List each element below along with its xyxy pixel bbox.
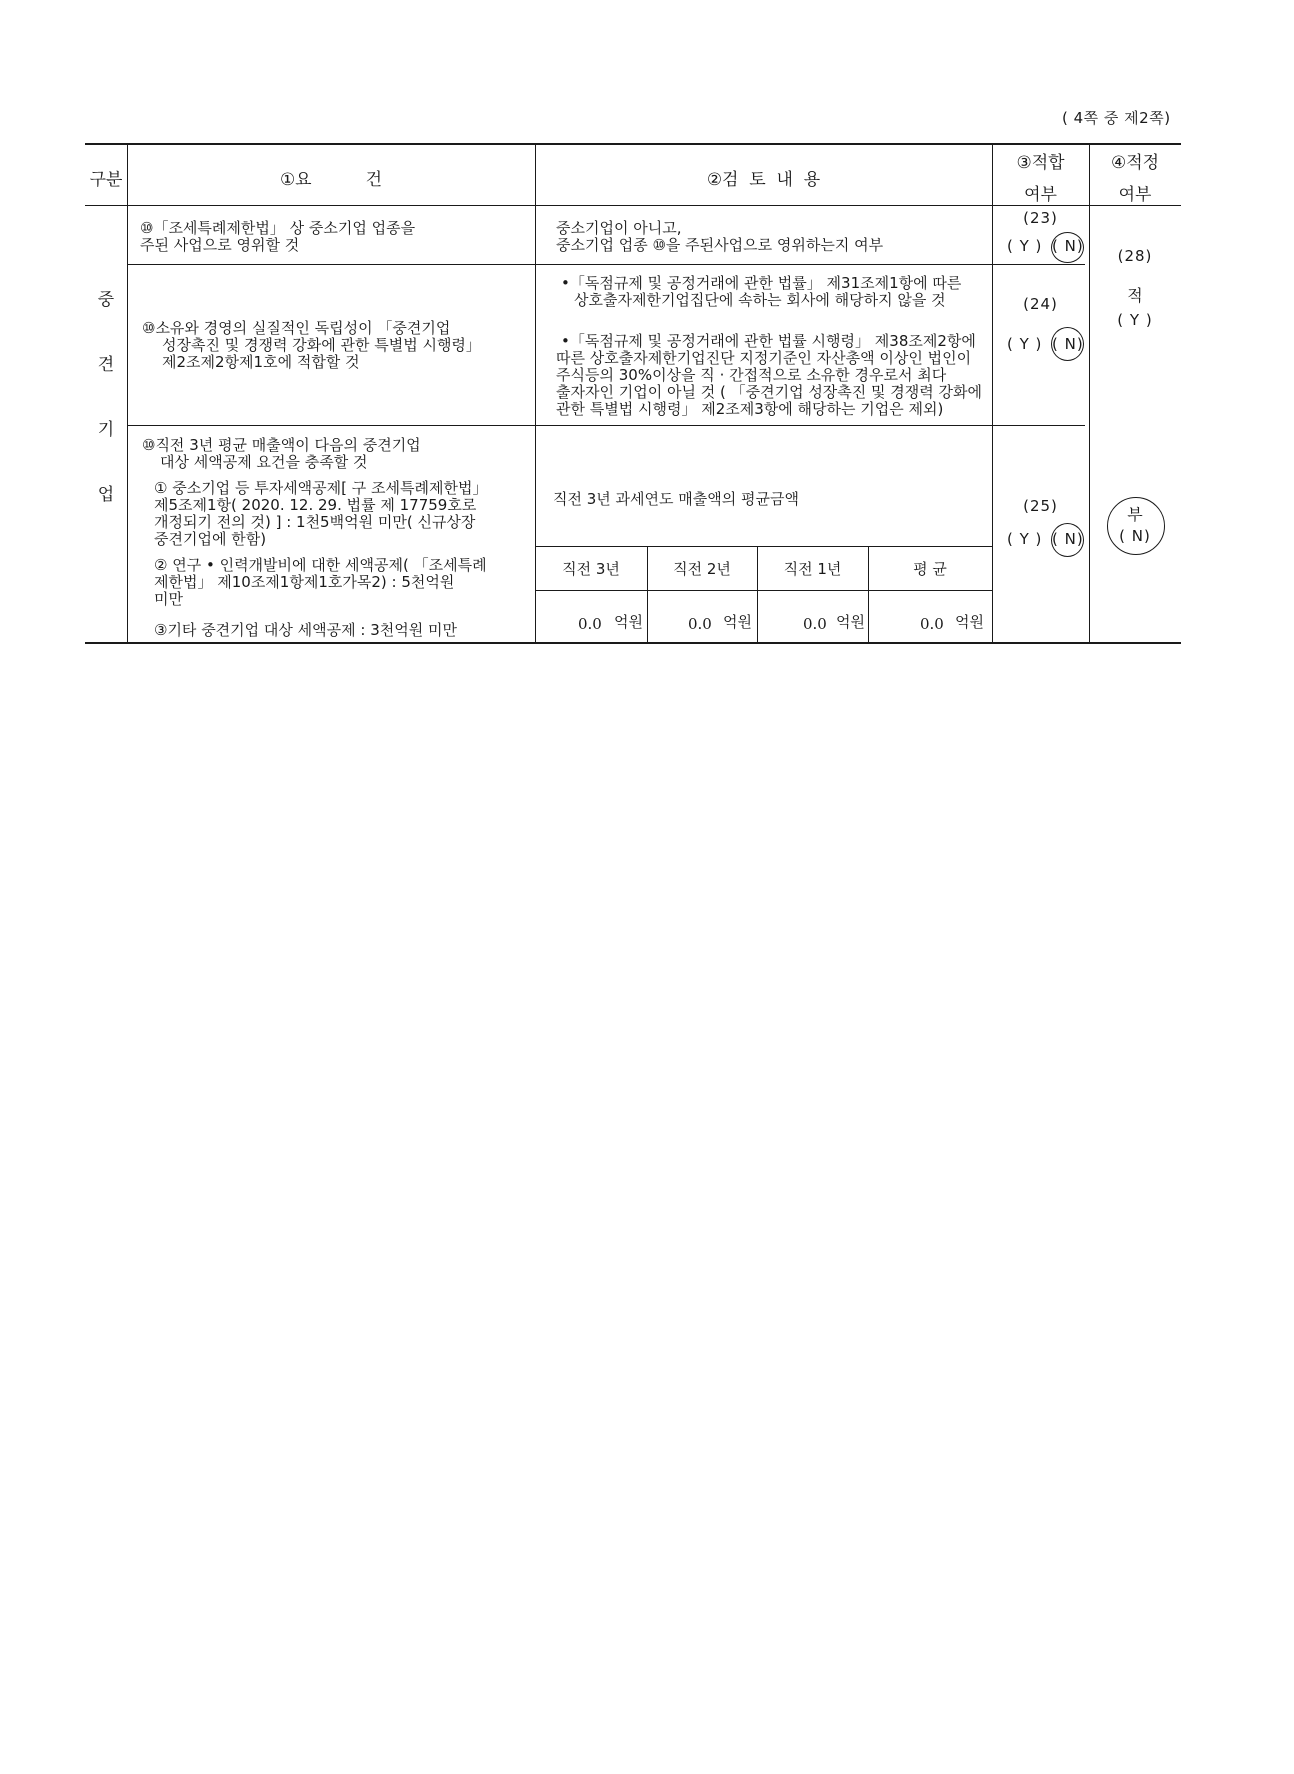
- fit-107-number: (23): [1023, 209, 1058, 227]
- header-fit-line1: ③적합: [1016, 153, 1065, 173]
- fit-109-yes: ( Y ): [1007, 530, 1043, 548]
- col-header-2yr: 직전 2년: [673, 560, 731, 578]
- req-109-sub2-line1: ② 연구 • 인력개발비에 대한 세액공제( 「조세특례: [154, 556, 487, 574]
- category-char: 견: [97, 355, 115, 375]
- proper-number: (28): [1117, 247, 1153, 265]
- value-1yr: 0.0: [803, 615, 827, 633]
- req-108-line3: 제2조제2항제1호에 적합할 것: [162, 353, 360, 371]
- req-109-sub1-line1: ① 중소기업 등 투자세액공제[ 구 조세특례제한법」: [154, 479, 488, 497]
- req-109-sub2-line2: 제한법」 제10조제1항제1호가목2) : 5천억원: [154, 573, 455, 591]
- review-107-line1: 중소기업이 아니고,: [556, 219, 682, 237]
- fit-109-number: (25): [1023, 497, 1058, 515]
- req-108-line1: ⑩소유와 경영의 실질적인 독립성이 「중견기업: [142, 319, 451, 337]
- fit-107-yes: ( Y ): [1007, 237, 1043, 255]
- review-108-b-line2: 따른 상호출자제한기업진단 지정기준인 자산총액 이상인 법인이: [556, 349, 972, 367]
- value-2yr: 0.0: [688, 615, 712, 633]
- header-proper-line1: ④적정: [1110, 153, 1160, 173]
- req-108-line2: 성장촉진 및 경쟁력 강화에 관한 특별법 시행령」: [162, 336, 481, 354]
- proper-yes-code: ( Y ): [1117, 311, 1153, 329]
- req-109-sub3: ③기타 중견기업 대상 세액공제 : 3천억원 미만: [154, 621, 457, 639]
- selected-circle-icon: [1051, 327, 1084, 361]
- review-108-b-line1: •「독점규제 및 공정거래에 관한 법률 시행령」 제38조제2항에: [561, 332, 976, 350]
- review-108-b-line4: 출자자인 기업이 아닐 것 ( 「중견기업 성장촉진 및 경쟁력 강화에: [556, 383, 983, 401]
- col-header-3yr: 직전 3년: [562, 560, 620, 578]
- unit-avg: 억원: [955, 613, 984, 631]
- unit-1yr: 억원: [836, 613, 865, 631]
- req-109-sub1-line3: 개정되기 전의 것) ] : 1천5백억원 미만( 신규상장: [154, 513, 476, 531]
- proper-yes-char: 적: [1127, 286, 1143, 305]
- review-107-line2: 중소기업 업종 ⑩을 주된사업으로 영위하는지 여부: [556, 236, 884, 254]
- fit-108-no: ( N): [1052, 335, 1084, 353]
- selected-circle-icon: [1051, 523, 1084, 557]
- value-3yr: 0.0: [578, 615, 602, 633]
- req-109-sub1-line2: 제5조제1항( 2020. 12. 29. 법률 제 17759호로: [154, 496, 477, 514]
- review-108-a-line1: •「독점규제 및 공정거래에 관한 법률」 제31조제1항에 따른: [561, 274, 962, 292]
- selected-circle-icon: [1051, 232, 1084, 263]
- header-proper-line2: 여부: [1118, 185, 1152, 205]
- req-109-line1: ⑩직전 3년 평균 매출액이 다음의 중견기업: [142, 436, 421, 454]
- req-107-line1: ⑩「조세특례제한법」 상 중소기업 업종을: [140, 219, 416, 237]
- req-109-line2: 대상 세액공제 요건을 충족할 것: [160, 453, 368, 471]
- value-avg: 0.0: [920, 615, 944, 633]
- unit-2yr: 억원: [723, 613, 752, 631]
- fit-109-no: ( N): [1052, 530, 1084, 548]
- req-109-sub1-line4: 중견기업에 한함): [154, 530, 267, 548]
- proper-no-code: ( N): [1119, 527, 1151, 545]
- req-109-sub2-line3: 미만: [154, 590, 183, 608]
- header-review: ②검 토 내 용: [706, 170, 821, 190]
- review-108-b-line3: 주식등의 30%이상을 직 · 간접적으로 소유한 경우로서 최다: [556, 366, 947, 384]
- category-char: 기: [97, 420, 115, 440]
- proper-no-char: 부: [1127, 505, 1143, 524]
- review-108-b-line5: 관한 특별법 시행령」 제2조제3항에 해당하는 기업은 제외): [556, 400, 944, 418]
- fit-107-no: ( N): [1052, 237, 1084, 255]
- review-108-a-line2: 상호출자제한기업집단에 속하는 회사에 해당하지 않을 것: [574, 291, 946, 309]
- page-indicator: ( 4쪽 중 제2쪽): [1062, 109, 1171, 127]
- header-category: 구분: [89, 170, 123, 190]
- review-109-title: 직전 3년 과세연도 매출액의 평균금액: [553, 490, 799, 508]
- category-char: 업: [97, 485, 115, 505]
- header-requirements: ①요 건: [279, 170, 383, 190]
- col-header-avg: 평 균: [913, 560, 947, 578]
- fit-108-yes: ( Y ): [1007, 335, 1043, 353]
- col-header-1yr: 직전 1년: [783, 560, 842, 578]
- fit-108-number: (24): [1023, 295, 1058, 313]
- req-107-line2: 주된 사업으로 영위할 것: [140, 236, 300, 254]
- category-char: 중: [97, 290, 115, 310]
- header-fit-line2: 여부: [1024, 185, 1057, 205]
- unit-3yr: 억원: [614, 613, 643, 631]
